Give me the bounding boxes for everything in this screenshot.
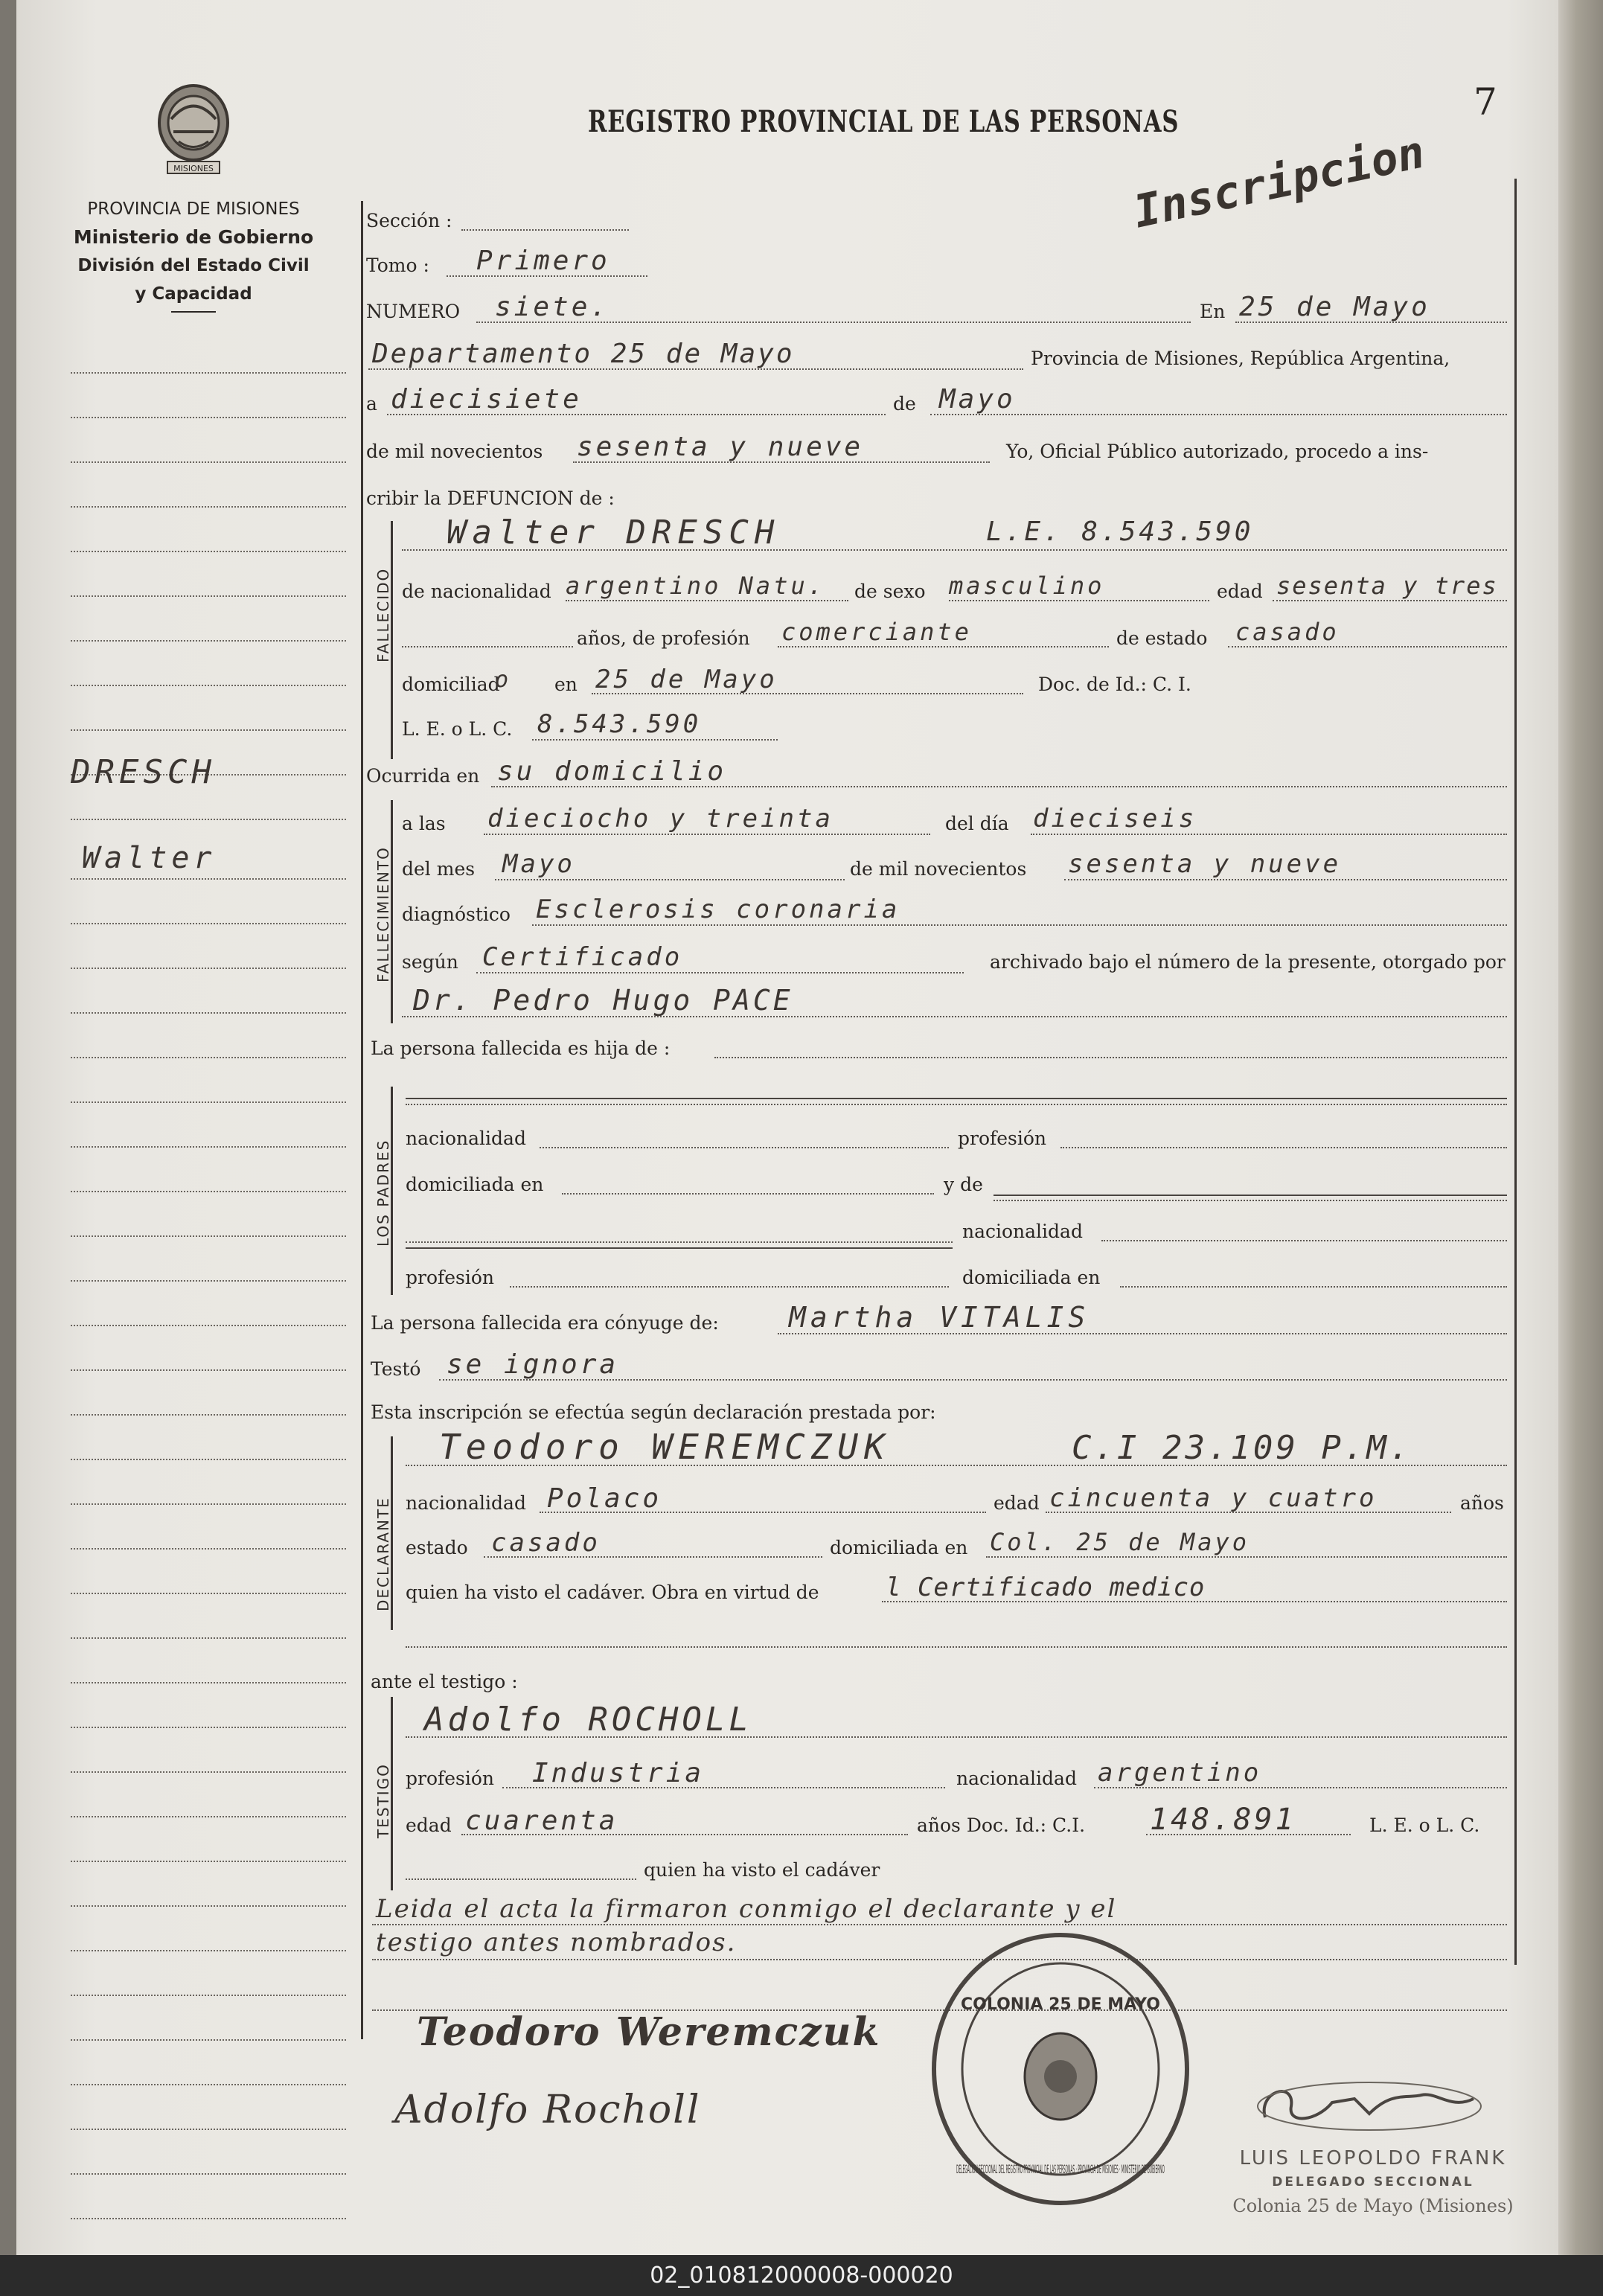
page-title: REGISTRO PROVINCIAL DE LAS PERSONAS	[588, 104, 1180, 139]
fallecimiento-diagnostico-label: diagnóstico	[402, 904, 511, 925]
hija-label: La persona fallecida es hija de :	[371, 1037, 671, 1059]
testigo-label: ante el testigo :	[371, 1671, 518, 1692]
fallecido-sexo-label: de sexo	[854, 581, 926, 602]
office-line3: División del Estado Civil	[77, 256, 310, 275]
signature-declarante: Teodoro Weremczuk	[417, 2009, 881, 2055]
fallecimiento-segun-value: Certificado	[482, 942, 683, 972]
frame-line-left	[361, 201, 363, 2039]
fallecido-anios-label: años, de profesión	[577, 627, 750, 649]
declarante-edad-label: edad	[994, 1492, 1040, 1514]
office-line2: Ministerio de Gobierno	[73, 226, 314, 248]
conyuge-value: Martha VITALIS	[789, 1301, 1090, 1334]
seal-center-text: COLONIA 25 DE MAYO	[961, 1995, 1160, 2014]
closing-line1: Leida el acta la firmaron conmigo el declarante y el	[376, 1894, 1117, 1924]
testigo-doc-label: años Doc. Id.: C.I.	[917, 1814, 1086, 1836]
padres-nacionalidad-label: nacionalidad	[406, 1128, 526, 1149]
testo-label: Testó	[371, 1358, 421, 1380]
padres-profesion2-label: profesión	[406, 1267, 495, 1288]
fallecido-en-label: en	[554, 674, 577, 695]
office-block	[37, 195, 350, 313]
fallecido-le: L.E. 8.543.590	[986, 517, 1254, 547]
en-value: 25 de Mayo	[1239, 292, 1430, 322]
fallecido-lelc-label: L. E. o L. C.	[402, 718, 513, 740]
fallecido-lelc-value: 8.543.590	[537, 709, 702, 739]
footer-caption: 02_010812000008-000020	[650, 2263, 953, 2289]
de-label: de	[893, 393, 916, 415]
padres-domiciliada2-label: domiciliada en	[962, 1267, 1101, 1288]
testigo-name: Adolfo ROCHOLL	[424, 1701, 752, 1739]
inscription-stamp-word: Inscripcion	[1129, 126, 1430, 239]
fallecido-edad-label: edad	[1217, 581, 1263, 602]
conyuge-label: La persona fallecida era cónyuge de:	[371, 1312, 719, 1334]
numero-value: siete.	[495, 292, 610, 322]
en-label: En	[1200, 301, 1226, 322]
fallecimiento-mes-label: del mes	[402, 858, 476, 880]
fallecimiento-mes-value: Mayo	[502, 849, 575, 879]
a-label: a	[366, 393, 377, 415]
ocurrida-label: Ocurrida en	[366, 765, 480, 787]
testigo-edad-value: cuarenta	[465, 1806, 618, 1836]
padres-section-label: LOS PADRES	[374, 1139, 392, 1247]
padres-domiciliada-label: domiciliada en	[406, 1174, 544, 1195]
fallecido-nacionalidad-value: argentino Natu.	[566, 572, 825, 600]
fallecido-section-label: FALLECIDO	[374, 567, 392, 662]
testigo-section-label: TESTIGO	[374, 1763, 392, 1838]
fallecido-estado-label: de estado	[1116, 627, 1208, 649]
fallecido-nacionalidad-label: de nacionalidad	[402, 581, 551, 602]
office-divider	[171, 311, 216, 313]
official-title: DELEGADO SECCIONAL	[1272, 2175, 1474, 2190]
fallecido-edad-value: sesenta y tres	[1276, 572, 1498, 600]
provincia-text: Provincia de Misiones, República Argentina,	[1031, 348, 1450, 369]
declarante-estado-label: estado	[406, 1537, 468, 1558]
fallecimiento-diagnostico-value: Esclerosis coronaria	[536, 895, 900, 924]
fallecido-estado-value: casado	[1235, 618, 1340, 646]
margin-surname: DRESCH	[71, 753, 216, 791]
tomo-value: Primero	[476, 246, 610, 276]
padres-profesion-label: profesión	[958, 1128, 1047, 1149]
page-edge	[1558, 0, 1603, 2255]
departamento-value: Departamento 25 de Mayo	[372, 339, 795, 369]
testo-value: se ignora	[447, 1349, 619, 1380]
seccion-label: Sección :	[366, 210, 452, 231]
fallecimiento-archivado-text: archivado bajo el número de la presente, otorgado por	[990, 951, 1506, 973]
oficial-text: Yo, Oficial Público autorizado, procedo a ins-	[1006, 441, 1429, 462]
fallecimiento-anio-value: sesenta y nueve	[1068, 849, 1342, 879]
padres-yde-label: y de	[944, 1174, 983, 1195]
testigo-profesion-label: profesión	[406, 1768, 495, 1789]
declarante-visto-value: l Certificado medico	[886, 1573, 1206, 1602]
fallecimiento-dia-label: del día	[945, 813, 1009, 834]
fallecido-name: Walter DRESCH	[447, 514, 781, 551]
fallecido-profesion-value: comerciante	[781, 618, 972, 646]
fallecido-domiciliado-label: domiciliad	[402, 674, 500, 695]
official-seal-stamp	[927, 1928, 1194, 2210]
testigo-nacionalidad-label: nacionalidad	[956, 1768, 1077, 1789]
declarante-nacionalidad-label: nacionalidad	[406, 1492, 526, 1514]
fallecido-domiciliado-suffix: o	[495, 667, 512, 693]
closing-line2: testigo antes nombrados.	[376, 1928, 737, 1957]
year-value: sesenta y nueve	[577, 432, 864, 462]
official-signature-scribble-icon	[1250, 2076, 1496, 2136]
padres-nacionalidad2-label: nacionalidad	[962, 1221, 1083, 1242]
declarante-section-label: DECLARANTE	[374, 1497, 392, 1611]
fallecido-domicilio-value: 25 de Mayo	[595, 665, 778, 694]
declarante-name: Teodoro WEREMCZUK	[439, 1427, 891, 1467]
margin-given-name: Walter	[82, 841, 217, 875]
page-number: 7	[1474, 80, 1497, 124]
month-value: Mayo	[939, 384, 1016, 415]
declarante-domiciliada-label: domiciliada en	[830, 1537, 968, 1558]
testigo-doc-value: 148.891	[1150, 1803, 1296, 1837]
inscripcion-label: Esta inscripción se efectúa según declaración prestada por:	[371, 1401, 936, 1423]
declarante-anios-label: años	[1460, 1492, 1504, 1514]
book-spine	[0, 0, 16, 2255]
signature-testigo: Adolfo Rocholl	[394, 2088, 701, 2132]
declarante-edad-value: cincuenta y cuatro	[1049, 1483, 1378, 1513]
fallecimiento-doctor-value: Dr. Pedro Hugo PACE	[413, 984, 793, 1017]
fallecimiento-section-label: FALLECIMIENTO	[374, 846, 392, 982]
declarante-visto-label: quien ha visto el cadáver. Obra en virtud de	[406, 1582, 819, 1603]
testigo-profesion-value: Industria	[532, 1758, 705, 1788]
coat-of-arms-icon	[153, 78, 234, 190]
ocurrida-value: su domicilio	[497, 756, 727, 787]
numero-label: NUMERO	[366, 301, 461, 322]
frame-line-right	[1514, 179, 1517, 1965]
fallecido-doc-label: Doc. de Id.: C. I.	[1038, 674, 1191, 695]
inscribir-text: cribir la DEFUNCION de :	[366, 487, 615, 509]
fallecimiento-hora-label: a las	[402, 813, 446, 834]
year-prefix: de mil novecientos	[366, 441, 543, 462]
seal-text: MISIONES	[173, 164, 214, 173]
office-line1: PROVINCIA DE MISIONES	[87, 199, 300, 219]
official-place: Colonia 25 de Mayo (Misiones)	[1232, 2196, 1514, 2216]
official-name: LUIS LEOPOLDO FRANK	[1239, 2147, 1507, 2169]
fallecimiento-anio-label: de mil novecientos	[850, 858, 1027, 880]
day-value: diecisiete	[391, 384, 582, 415]
tomo-label: Tomo :	[366, 255, 429, 276]
testigo-lelc-label: L. E. o L. C.	[1369, 1814, 1480, 1836]
fallecimiento-hora-value: dieciocho y treinta	[487, 804, 834, 834]
seal-ring-text: DELEGACION SECCIONAL DEL REGISTRO PROVINCIAL DE LAS PERSONAS · PROVINCIA DE MISIONES · MINISTERIO DE GOBIERNO	[956, 2162, 1165, 2176]
testigo-edad-label: edad	[406, 1814, 452, 1836]
declarante-nacionalidad-value: Polaco	[547, 1483, 662, 1514]
declarante-ci: C.I 23.109 P.M.	[1072, 1429, 1412, 1467]
fallecimiento-segun-label: según	[402, 951, 458, 973]
office-line4: y Capacidad	[135, 284, 252, 304]
testigo-visto-label: quien ha visto el cadáver	[644, 1859, 880, 1881]
fallecido-sexo-value: masculino	[949, 572, 1105, 600]
declarante-domiciliada-value: Col. 25 de Mayo	[990, 1528, 1250, 1556]
testigo-nacionalidad-value: argentino	[1098, 1758, 1262, 1788]
declarante-estado-value: casado	[491, 1528, 601, 1558]
fallecimiento-dia-value: dieciseis	[1033, 804, 1197, 834]
